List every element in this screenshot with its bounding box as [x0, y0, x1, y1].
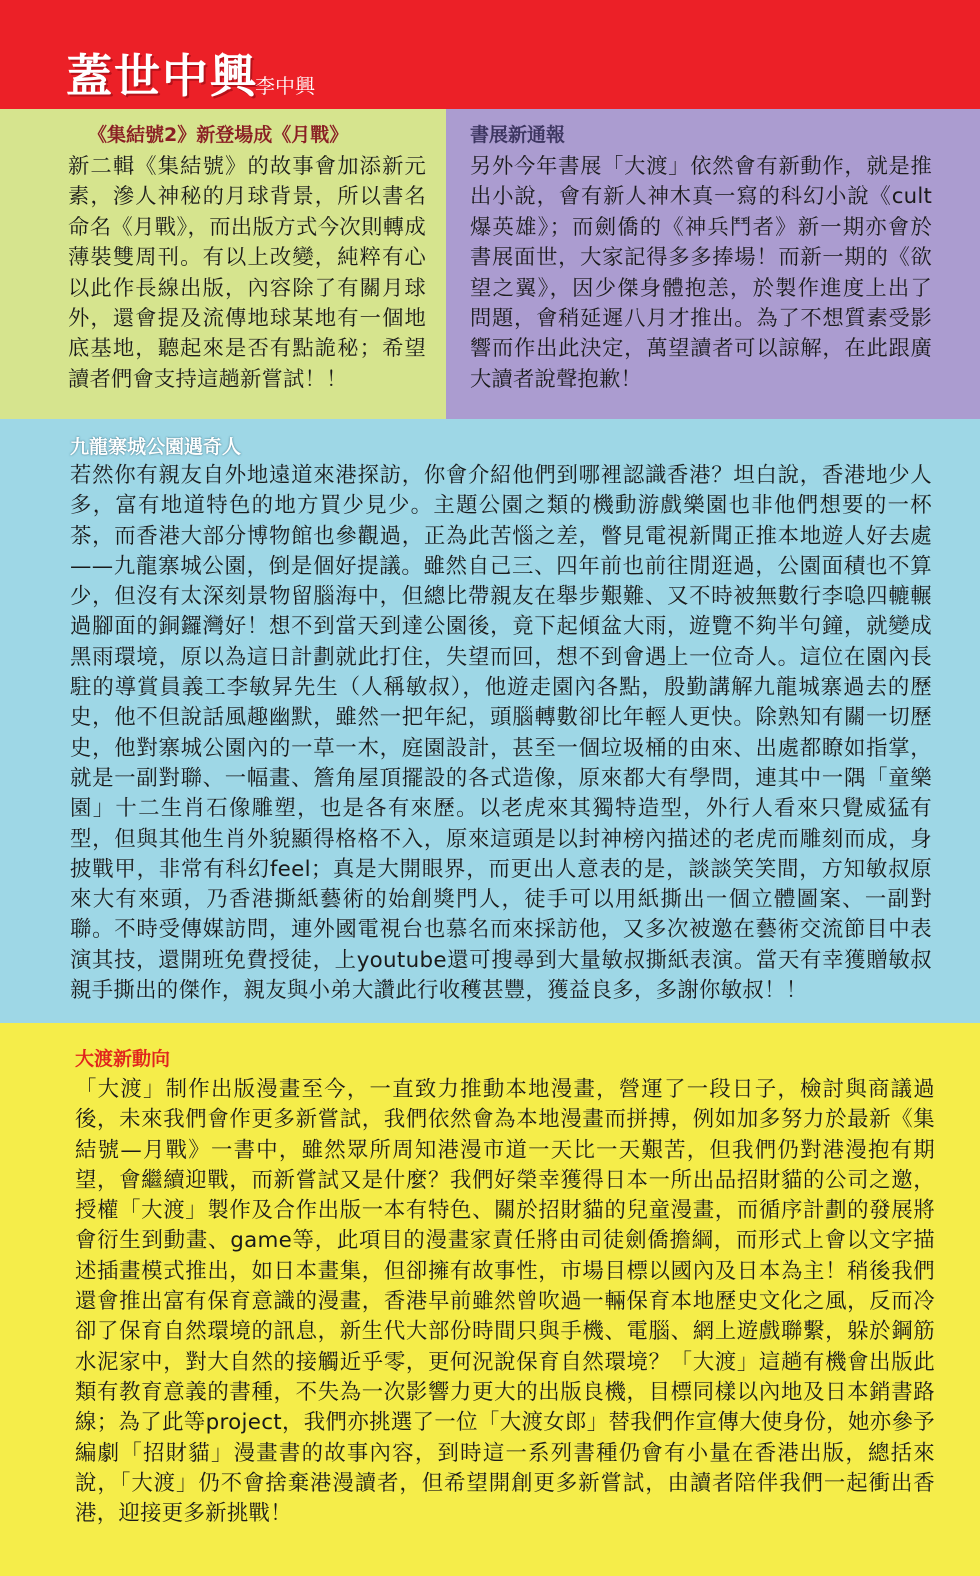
article-body: 新二輯《集結號》的故事會加添新元素，滲人神秘的月球背景，所以書名命名《月戰》，而出版方式今次則轉成薄裝雙周刊。有以上改變，純粹有心以此作長線出版，內容除了有關月球外，還會提及流傳地球某地有一個地底基地，聽起來是否有點詭秘；希望讀者們會支持這趟新嘗試！！	[68, 154, 426, 392]
article-heading: 書展新通報	[470, 124, 566, 146]
article-body: 另外今年書展「大渡」依然會有新動作，就是推出小說，會有新人神木真一寫的科幻小說《cult爆英雄》；而劍僑的《神兵鬥者》新一期亦會於書展面世，大家記得多多捧場！而新一期的《欲望之翼》，因少傑身體抱恙，於製作進度上出了問題，會稍延遲八月才推出。為了不想質素受影響而作出此決定，萬望讀者可以諒解，在此跟廣大讀者說聲抱歉！	[470, 154, 932, 392]
article-body: 若然你有親友自外地遠道來港探訪，你會介紹他們到哪裡認識香港？坦白說，香港地少人多，富有地道特色的地方買少見少。主題公園之類的機動游戲樂園也非他們想要的一杯茶，而香港大部分博物館也參觀過，正為此苦惱之差，瞥見電視新聞正推本地遊人好去處——九龍寨城公園，倒是個好提議。雖然自己三、四年前也前往閒逛過，公園面積也不算少，但沒有太深刻景物留腦海中，但總比帶親友在舉步艱難、又不時被無數行李喼四轆輾過腳面的銅鑼灣好！想不到當天到達公園後，竟下起傾盆大雨，遊覽不夠半句鐘，就變成黑雨環境，原以為這日計劃就此打住，失望而回，想不到會遇上一位奇人。這位在園內長駐的導賞員義工李敏昇先生（人稱敏叔），他遊走園內各點，殷勤講解九龍城寨過去的歷史，他不但說話風趣幽默，雖然一把年紀，頭腦轉數卻比年輕人更快。除熟知有關一切歷史，他對寨城公園內的一草一木，庭園設計，甚至一個垃圾桶的由來、出處都瞭如指掌，就是一副對聯、一幅畫、簷角屋頂擺設的各式造像，原來都大有學問，連其中一隅「童樂園」十二生肖石像雕塑，也是各有來歷。以老虎來其獨特造型，外行人看來只覺威猛有型，但與其他生肖外貌顯得格格不入，原來這頭是以封神榜內描述的老虎而雕刻而成，身披戰甲，非常有科幻feel；真是大開眼界，而更出人意表的是，談談笑笑間，方知敏叔原來大有來頭，乃香港撕紙藝術的始創獎門人，徒手可以用紙撕出一個立體圖案、一副對聯。不時受傳媒訪問，連外國電視台也慕名而來採訪他，又多次被邀在藝術交流節目中表演其技，還開班免費授徒，上youtube還可搜尋到大量敏叔撕紙表演。當天有幸獲贈敏叔親手撕出的傑作，親友與小弟大讚此行收穫甚豐，獲益良多，多謝你敏叔！！	[70, 463, 932, 1004]
column-title: 蓋世中興	[66, 49, 258, 103]
article-moon-war	[0, 109, 446, 419]
article-heading: 《集結號2》新登場成《月戰》	[88, 124, 349, 146]
article-new-direction	[0, 1023, 980, 1576]
article-kowloon-walled-city	[0, 419, 980, 1023]
column-header	[0, 0, 980, 109]
article-heading: 九龍寨城公園遇奇人	[70, 436, 242, 458]
article-book-fair	[446, 109, 980, 419]
author-name: 李中興	[255, 74, 315, 98]
article-body: 「大渡」制作出版漫畫至今，一直致力推動本地漫畫，營運了一段日子，檢討與商議過後，未來我們會作更多新嘗試，我們依然會為本地漫畫而拼搏，例如加多努力於最新《集結號—月戰》一書中，雖然眾所周知港漫市道一天比一天艱苦，但我們仍對港漫抱有期望，會繼續迎戰，而新嘗試又是什麼？我們好榮幸獲得日本一所出品招財貓的公司之邀，授權「大渡」製作及合作出版一本有特色、關於招財貓的兒童漫畫，而循序計劃的發展將會衍生到動畫、game等，此項目的漫畫家責任將由司徒劍僑擔綱，而形式上會以文字描述插畫模式推出，如日本畫集，但卻擁有故事性，市場目標以國內及日本為主！稍後我們還會推出富有保育意識的漫畫，香港早前雖然曾吹過一輛保育本地歷史文化之風，反而冷卻了保育自然環境的訊息，新生代大部份時間只與手機、電腦、網上遊戲聯繫，躲於鋼筋水泥家中，對大自然的接觸近乎零，更何況說保育自然環境？「大渡」這趟有機會出版此類有教育意義的書種，不失為一次影響力更大的出版良機，目標同樣以內地及日本銷書路線；為了此等project，我們亦挑選了一位「大渡女郎」替我們作宣傳大使身份，她亦參予編劇「招財貓」漫畫書的故事內容，到時這一系列書種仍會有小量在香港出版，總括來說，「大渡」仍不會捨棄港漫讀者，但希望開創更多新嘗試，由讀者陪伴我們一起衝出香港，迎接更多新挑戰！	[75, 1077, 935, 1527]
article-heading: 大渡新動向	[75, 1048, 171, 1070]
